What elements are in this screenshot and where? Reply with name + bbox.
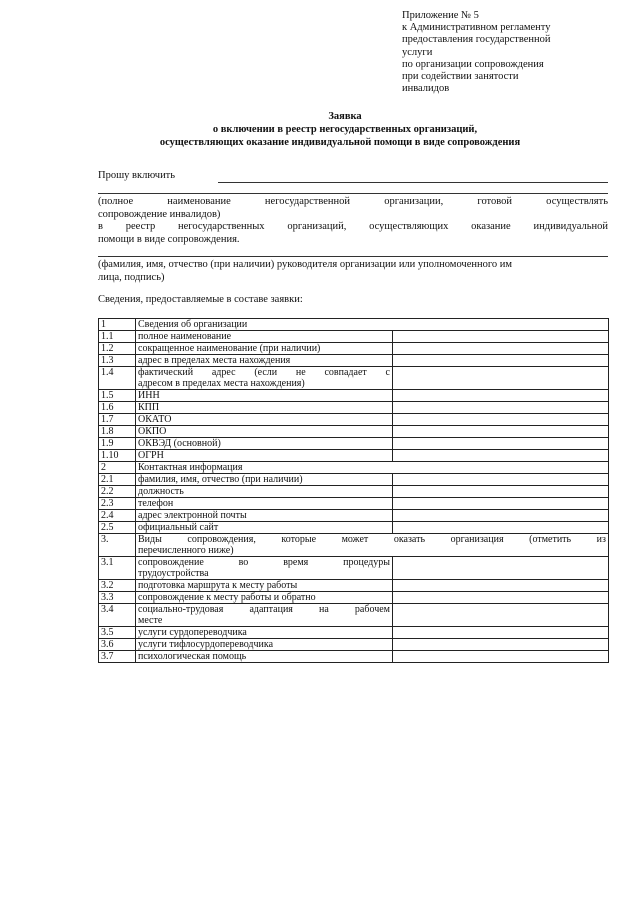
row-number: 1.5 xyxy=(99,390,136,402)
row-label-line-1: социально-трудовая адаптация на рабочем xyxy=(138,604,390,615)
row-label-line-2: адресом в пределах места нахождения) xyxy=(138,378,305,389)
row-label-line-1: фактический адрес (если не совпадает с xyxy=(138,367,390,378)
table-row xyxy=(99,367,609,390)
row-label: должность xyxy=(136,486,393,498)
row-value-cell[interactable] xyxy=(393,414,609,426)
table-row xyxy=(99,486,609,498)
org-hint-line-1: (полное наименование негосударственной организации, готовой осуществлять xyxy=(98,196,608,207)
row-number: 1.2 xyxy=(99,343,136,355)
row-number: 1.6 xyxy=(99,402,136,414)
row-value-cell[interactable] xyxy=(393,604,609,627)
row-label: адрес в пределах места нахождения xyxy=(136,355,393,367)
row-label-line-1: сопровождение во время процедуры xyxy=(138,557,390,568)
row-label: подготовка маршрута к месту работы xyxy=(136,580,393,592)
row-number: 2 xyxy=(99,462,136,474)
org-hint xyxy=(98,196,608,221)
table-row xyxy=(99,426,609,438)
table-row xyxy=(99,474,609,486)
row-label-line-2: месте xyxy=(138,615,163,626)
row-number: 3.3 xyxy=(99,592,136,604)
row-label xyxy=(136,604,393,627)
table-row xyxy=(99,414,609,426)
table-row-header xyxy=(99,319,609,331)
row-label: официальный сайт xyxy=(136,522,393,534)
row-label: сокращенное наименование (при наличии) xyxy=(136,343,393,355)
row-number: 1.3 xyxy=(99,355,136,367)
registry-text-line-2: помощи в виде сопровождения. xyxy=(98,233,240,245)
row-number: 1.4 xyxy=(99,367,136,390)
registry-text-line-1: в реестр негосударственных организаций, осуществляющих оказание индивидуальной xyxy=(98,221,608,232)
row-value-cell[interactable] xyxy=(393,474,609,486)
application-table xyxy=(98,318,609,663)
row-number: 3.6 xyxy=(99,639,136,651)
row-label: фамилия, имя, отчество (при наличии) xyxy=(136,474,393,486)
table-row xyxy=(99,604,609,627)
row-section-title xyxy=(136,534,609,557)
annex-header xyxy=(402,10,602,95)
row-label xyxy=(136,557,393,580)
head-name-fill-line[interactable] xyxy=(98,256,608,257)
row-label: услуги тифлосурдопереводчика xyxy=(136,639,393,651)
row-value-cell[interactable] xyxy=(393,580,609,592)
row-label: услуги сурдопереводчика xyxy=(136,627,393,639)
annex-line: инвалидов xyxy=(402,83,450,95)
row-number: 3.1 xyxy=(99,557,136,580)
table-row-header xyxy=(99,462,609,474)
row-number: 1.1 xyxy=(99,331,136,343)
table-row xyxy=(99,402,609,414)
row-value-cell[interactable] xyxy=(393,557,609,580)
row-label: ИНН xyxy=(136,390,393,402)
row-label: психологическая помощь xyxy=(136,651,393,663)
table-row xyxy=(99,390,609,402)
row-label-line-1: Виды сопровождения, которые может оказать организация (отметить из xyxy=(138,534,606,545)
table-row xyxy=(99,510,609,522)
table-row xyxy=(99,355,609,367)
table-row xyxy=(99,580,609,592)
row-label-line-2: трудоустройства xyxy=(138,568,209,579)
row-number: 1.9 xyxy=(99,438,136,450)
section-intro: Сведения, предоставляемые в составе заявки: xyxy=(98,294,303,305)
row-label: телефон xyxy=(136,498,393,510)
row-label: КПП xyxy=(136,402,393,414)
row-value-cell[interactable] xyxy=(393,627,609,639)
table-row xyxy=(99,592,609,604)
row-label: ОКАТО xyxy=(136,414,393,426)
row-number: 2.1 xyxy=(99,474,136,486)
annex-line: предоставления государственной xyxy=(402,34,551,46)
org-hint-line-2: сопровождение инвалидов) xyxy=(98,208,221,220)
row-label: ОКПО xyxy=(136,426,393,438)
row-section-title: Контактная информация xyxy=(136,462,609,474)
annex-line: по организации сопровождения xyxy=(402,58,544,70)
row-value-cell[interactable] xyxy=(393,486,609,498)
row-number: 3. xyxy=(99,534,136,557)
row-label: полное наименование xyxy=(136,331,393,343)
table-row xyxy=(99,450,609,462)
row-value-cell[interactable] xyxy=(393,522,609,534)
row-value-cell[interactable] xyxy=(393,592,609,604)
table-row xyxy=(99,331,609,343)
table-row xyxy=(99,498,609,510)
row-label-line-2: перечисленного ниже) xyxy=(138,545,234,556)
table-row xyxy=(99,343,609,355)
row-number: 3.7 xyxy=(99,651,136,663)
row-value-cell[interactable] xyxy=(393,390,609,402)
table-row xyxy=(99,639,609,651)
row-value-cell[interactable] xyxy=(393,510,609,522)
row-number: 3.5 xyxy=(99,627,136,639)
row-value-cell[interactable] xyxy=(393,438,609,450)
title-line-2: о включении в реестр негосударственных организаций, xyxy=(212,124,478,135)
request-label: Прошу включить xyxy=(98,170,176,181)
row-value-cell[interactable] xyxy=(393,426,609,438)
registry-text xyxy=(98,221,608,246)
row-label xyxy=(136,367,393,390)
row-value-cell[interactable] xyxy=(393,639,609,651)
row-label: сопровождение к месту работы и обратно xyxy=(136,592,393,604)
row-section-title: Сведения об организации xyxy=(136,319,609,331)
row-number: 1.7 xyxy=(99,414,136,426)
title-line-3: осуществляющих оказание индивидуальной помощи в виде сопровождения xyxy=(159,137,521,148)
row-label: адрес электронной почты xyxy=(136,510,393,522)
table-row xyxy=(99,651,609,663)
table-row xyxy=(99,627,609,639)
org-name-fill-line[interactable] xyxy=(98,193,608,194)
table-row xyxy=(99,438,609,450)
row-number: 3.4 xyxy=(99,604,136,627)
row-value-cell[interactable] xyxy=(393,402,609,414)
row-number: 2.5 xyxy=(99,522,136,534)
request-fill-line[interactable] xyxy=(218,182,608,183)
document-title xyxy=(0,110,640,149)
row-number: 1 xyxy=(99,319,136,331)
row-number: 1.8 xyxy=(99,426,136,438)
row-value-cell[interactable] xyxy=(393,498,609,510)
row-value-cell[interactable] xyxy=(393,331,609,343)
annex-line: к Административном регламенту xyxy=(402,22,551,34)
head-hint-line-1: (фамилия, имя, отчество (при наличии) руководителя организации или уполномоченного им xyxy=(98,259,513,270)
row-number: 3.2 xyxy=(99,580,136,592)
row-label: ОКВЭД (основной) xyxy=(136,438,393,450)
title-line-1: Заявка xyxy=(328,111,362,122)
table-row-header xyxy=(99,534,609,557)
table-row xyxy=(99,557,609,580)
row-value-cell[interactable] xyxy=(393,367,609,390)
annex-line: услуги xyxy=(402,46,433,58)
head-hint xyxy=(98,259,608,284)
row-label: ОГРН xyxy=(136,450,393,462)
row-value-cell[interactable] xyxy=(393,651,609,663)
row-value-cell[interactable] xyxy=(393,450,609,462)
row-number: 2.3 xyxy=(99,498,136,510)
table-row xyxy=(99,522,609,534)
head-hint-line-2: лица, подпись) xyxy=(98,271,165,283)
row-number: 2.4 xyxy=(99,510,136,522)
row-number: 2.2 xyxy=(99,486,136,498)
annex-line: при содействии занятости xyxy=(402,71,519,83)
annex-line: Приложение № 5 xyxy=(402,10,479,21)
row-number: 1.10 xyxy=(99,450,136,462)
row-value-cell[interactable] xyxy=(393,355,609,367)
row-value-cell[interactable] xyxy=(393,343,609,355)
